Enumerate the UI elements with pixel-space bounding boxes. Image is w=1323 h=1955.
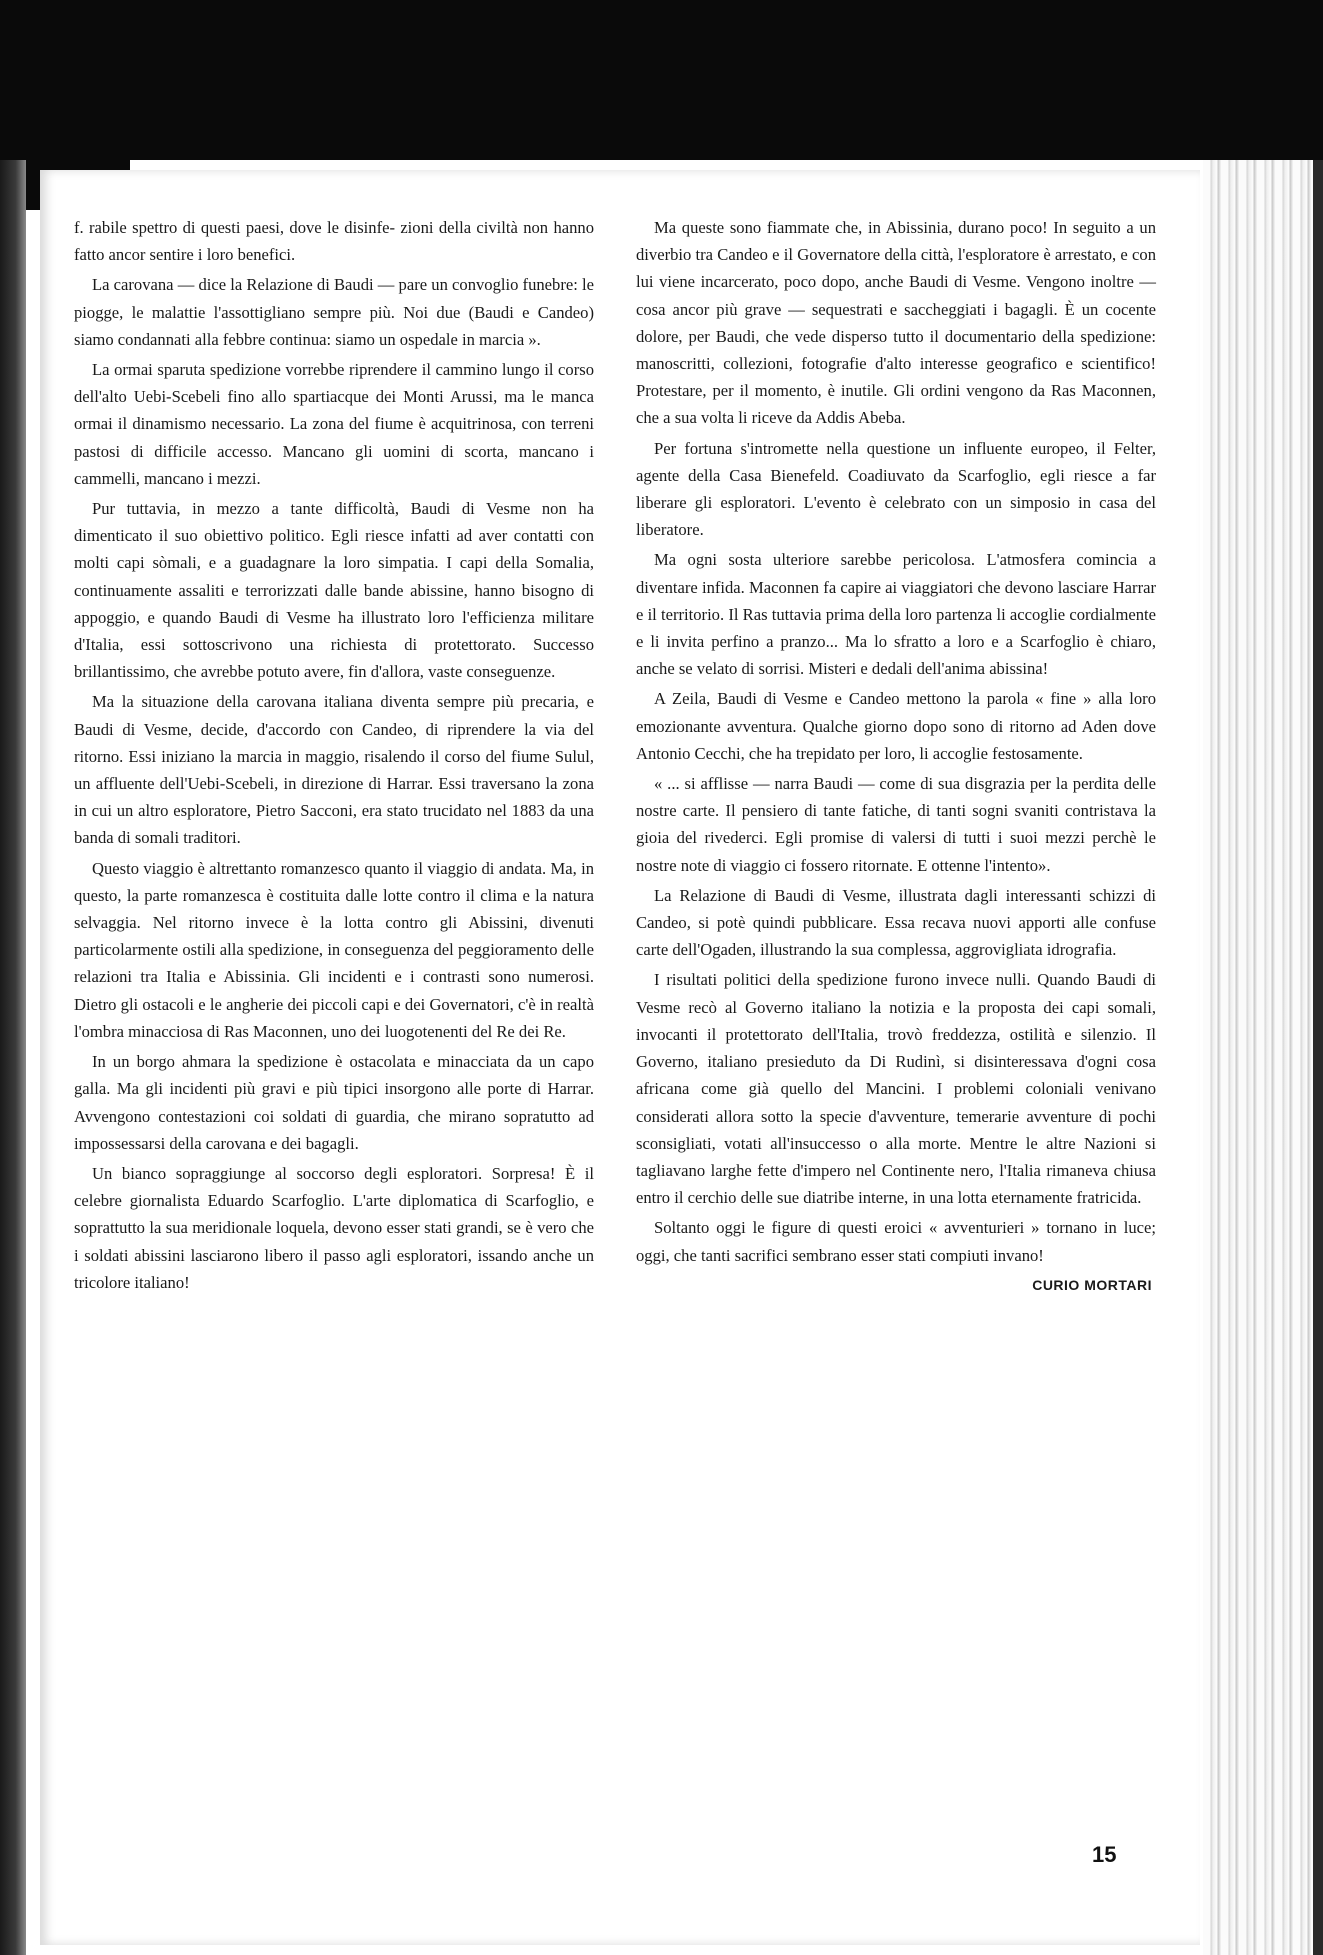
paragraph: « ... si afflisse — narra Baudi — come di sua disgrazia per la perdita delle nostre carte. Il pensiero di tante fatiche, di tanti sogni svaniti contristava la gioia del rivederci. Egli promise di valersi di tutti i suoi mezzi perchè le nostre note di viaggio ci fossero ritornate. E ottenne l'intento». <box>636 774 1156 875</box>
scan-top-border <box>0 0 1323 160</box>
page-edges <box>1203 160 1323 1955</box>
paragraph: Questo viaggio è altrettanto romanzesco quanto il viaggio di andata. Ma, in questo, la parte romanzesca è costituita dalle lotte contro il clima e la natura selvaggia. Nel ritorno invece è la lotta contro gli Abissini, divenuti particolarmente ostili alla spedizione, in conseguenza del peggioramento delle relazioni tra Italia e Abissinia. Gli incidenti e i contrasti sono numerosi. Dietro gli ostacoli e le angherie dei piccoli capi e dei Governatori, c'è in realtà l'ombra minacciosa di Ras Maconnen, uno dei luogotenenti del Re dei Re. <box>74 858 594 1041</box>
magazine-page <box>40 170 1200 1945</box>
paragraph: Un bianco sopraggiunge al soccorso degli esploratori. Sorpresa! È il celebre giornalista Eduardo Scarfoglio. L'arte diplomatica di Scarfoglio, e soprattutto la sua meridionale loquela, devono esser stati grandi, se è vero che i soldati abissini lasciarono libero il passo agli esploratori, issando anche un tricolore italiano! <box>74 1163 594 1292</box>
paragraph: Ma queste sono fiammate che, in Abissinia, durano poco! In seguito a un diverbio tra Candeo e il Governatore della città, l'esploratore è arrestato, e con lui viene incarcerato, poco dopo, anche Baudi di Vesme. Vengono inoltre — cosa ancor più grave — sequestrati e saccheggiati i bagagli. È un cocente dolore, per Baudi, che vede disperso tutto il documentario della spedizione: manoscritti, collezioni, fotografie d'alto interesse geografico e scientifico! Protestare, per il momento, è inutile. Gli ordini vengono da Ras Maconnen, che a sua volta li riceve da Addis Abeba. <box>636 218 1156 428</box>
paragraph: Per fortuna s'intromette nella questione un influente europeo, il Felter, agente della Casa Bienefeld. Coadiuvato da Scarfoglio, egli riesce a far liberare gli esploratori. L'evento è celebrato con un simposio in casa del liberatore. <box>636 438 1156 540</box>
paragraph: Ma ogni sosta ulteriore sarebbe pericolosa. L'atmosfera comincia a diventare infida. Maconnen fa capire ai viaggiatori che devono lasciare Harrar e il territorio. Il Ras tuttavia prima della loro partenza li accoglie cordialmente e li invita perfino a pranzo... Ma lo sfratto a loro e a Scarfoglio è chiaro, anche se velato di sorrisi. Misteri e dedali dell'anima abissina! <box>636 550 1156 679</box>
paragraph: Pur tuttavia, in mezzo a tante difficoltà, Baudi di Vesme non ha dimenticato il suo obiettivo politico. Egli riesce infatti ad aver contatti con molti capi sòmali, e a guadagnare la loro simpatia. I capi della Somalia, continuamente assaliti e terrorizzati dalle bande abissine, hanno bisogno di appoggio, e quando Baudi di Vesme ha illustrato loro l'efficienza militare d'Italia, essi sottoscrivono una richiesta di protettorato. Successo brillantissimo, che avrebbe potuto avere, fin d'allora, vaste conseguenze. <box>74 499 594 682</box>
paragraph: A Zeila, Baudi di Vesme e Candeo mettono la parola « fine » alla loro emozionante avventura. Qualche giorno dopo sono di ritorno ad Aden dove Antonio Cecchi, che ha trepidato per loro, li accoglie festosamente. <box>636 689 1156 763</box>
paragraph: La ormai sparuta spedizione vorrebbe riprendere il cammino lungo il corso dell'alto Uebi‑Scebeli fino allo spartiacque dei Monti Arussi, ma le manca ormai il dinamismo necessario. La zona del fiume è acquitrinosa, con terreni pastosi di difficile accesso. Mancano gli uomini di scorta, mancano i cammelli, mancano i mezzi. <box>74 360 594 488</box>
paragraph: I risultati politici della spedizione furono invece nulli. Quando Baudi di Vesme recò al Governo italiano la notizia e la proposta dei capi somali, invocanti il protettorato dell'Italia, trovò freddezza, ostilità e silenzio. Il Governo, italiano presieduto da Di Rudinì, si disinteressava d'ogni cosa africana come già quello del Mancini. I problemi coloniali venivano considerati allora sotto la specie d'avventure, temerarie avventure di pochi sconsigliati, votati all'insuccesso o alla morte. Mentre le altre Nazioni si tagliavano larghe fette d'impero nel Continente nero, l'Italia rimaneva chiusa entro il cerchio delle sue diatribe interne, in una lotta eternamente fratricida. <box>636 970 1156 1208</box>
author-signature: CURIO MORTARI <box>1032 1276 1152 1293</box>
paragraph: f. rabile spettro di questi paesi, dove le disinfe‑ zioni della civiltà non hanno fatto ancor sentire i loro benefici. <box>74 218 594 265</box>
right-text-column <box>636 214 1156 1302</box>
page-number: 15 <box>1092 1842 1117 1867</box>
left-text-column <box>74 214 594 1299</box>
paragraph: La Relazione di Baudi di Vesme, illustrata dagli interessanti schizzi di Candeo, si potè quindi pubblicare. Essa recava nuovi apporti alle confuse carte dell'Ogaden, illustrando la sua complessa, aggrovigliata idrografia. <box>636 885 1156 960</box>
paragraph: La carovana — dice la Relazione di Baudi — pare un convoglio funebre: le piogge, le malattie l'assottigliano sempre più. Noi due (Baudi e Candeo) siamo condannati alla febbre continua: siamo un ospedale in marcia ». <box>74 275 594 349</box>
paragraph: Ma la situazione della carovana italiana diventa sempre più precaria, e Baudi di Vesme, decide, d'accordo con Candeo, di riprendere la via del ritorno. Essi iniziano la marcia in maggio, risalendo il corso del fiume Sulul, un affluente dell'Uebi‑Scebeli, in direzione di Harrar. Essi traversano la zona in cui un altro esploratore, Pietro Sacconi, era stato trucidato nel 1883 da una banda di somali traditori. <box>74 692 594 848</box>
paragraph: Soltanto oggi le figure di questi eroici « avventurieri » tornano in luce; oggi, che tanti sacrifici sembrano esser stati compiuti invano! <box>636 1218 1156 1265</box>
paragraph: In un borgo ahmara la spedizione è ostacolata e minacciata da un capo galla. Ma gli incidenti più gravi e più tipici insorgono alle porte di Harrar. Avvengono contestazioni coi soldati di guardia, che mirano sopratutto ad impossessarsi della carovana e dei bagagli. <box>74 1052 594 1153</box>
book-spine-shadow <box>0 160 26 1955</box>
scan-right-border <box>1313 160 1323 1955</box>
